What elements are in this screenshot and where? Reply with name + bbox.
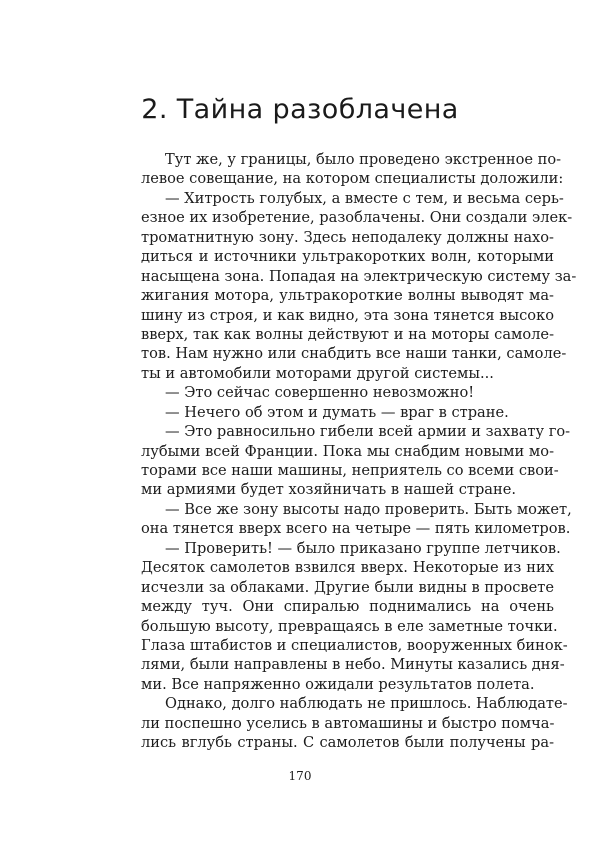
text-line: езное их изобретение, разоблачены. Они создали элек-: [141, 209, 573, 227]
chapter-title: 2. Тайна разоблачена: [141, 94, 459, 125]
text-line: левое совещание, на котором специалисты доложили:: [141, 170, 564, 188]
text-line: Однако, долго наблюдать не пришлось. Наблюдате-: [165, 695, 568, 713]
text-line: между туч. Они спиралью поднимались на очень: [141, 598, 554, 616]
text-line: Тут же, у границы, было проведено экстренное по-: [165, 151, 562, 168]
text-line: жигания мотора, ультракороткие волны выводят ма-: [141, 287, 554, 305]
text-line: ми. Все напряженно ожидали результатов полета.: [141, 675, 535, 693]
text-line: ли поспешно уселись в автомашины и быстро помча-: [141, 714, 555, 732]
text-line: — Это сейчас совершенно невозможно!: [165, 384, 475, 402]
text-line: — Это равносильно гибели всей армии и захвату го-: [165, 423, 571, 441]
text-line: — Проверить! — было приказано группе летчиков.: [165, 539, 561, 557]
text-line: шину из строя, и как видно, эта зона тянется высоко: [141, 306, 554, 324]
text-line: ты и автомобили моторами другой системы...: [141, 364, 494, 382]
text-line: троматнитную зону. Здесь неподалеку должны нахо-: [141, 228, 554, 246]
text-line: Глаза штабистов и специалистов, вооруженных бинок-: [141, 636, 568, 654]
text-line: тов. Нам нужно или снабдить все наши танки, самоле-: [141, 345, 567, 363]
text-line: лубыми всей Франции. Пока мы снабдим новыми мо-: [141, 442, 554, 460]
text-line: лями, были направлены в небо. Минуты казались дня-: [141, 656, 565, 674]
text-line: она тянется вверх всего на четыре — пять километров.: [141, 520, 571, 538]
text-line: — Нечего об этом и думать — враг в стране.: [165, 403, 509, 421]
body-text: [141, 150, 577, 753]
text-line: Десяток самолетов взвился вверх. Некоторые из них: [141, 559, 554, 577]
text-line: вверх, так как волны действуют и на моторы самоле-: [141, 325, 554, 343]
text-line: торами все наши машины, неприятель со всеми свои-: [141, 462, 559, 479]
text-line: — Все же зону высоты надо проверить. Быть может,: [165, 500, 572, 518]
text-line: — Хитрость голубых, а вместе с тем, и весьма серь-: [165, 189, 564, 207]
text-line: диться и источники ультракоротких волн, которыми: [141, 248, 554, 266]
page-number: 170: [288, 769, 312, 783]
text-line: исчезли за облаками. Другие были видны в просвете: [141, 578, 554, 596]
text-line: ми армиями будет хозяйничать в нашей стране.: [141, 481, 516, 499]
text-line: лись вглубь страны. С самолетов были получены ра-: [141, 734, 554, 752]
text-line: насыщена зона. Попадая на электрическую систему за-: [141, 267, 577, 285]
text-line: большую высоту, превращаясь в еле заметные точки.: [141, 617, 558, 635]
